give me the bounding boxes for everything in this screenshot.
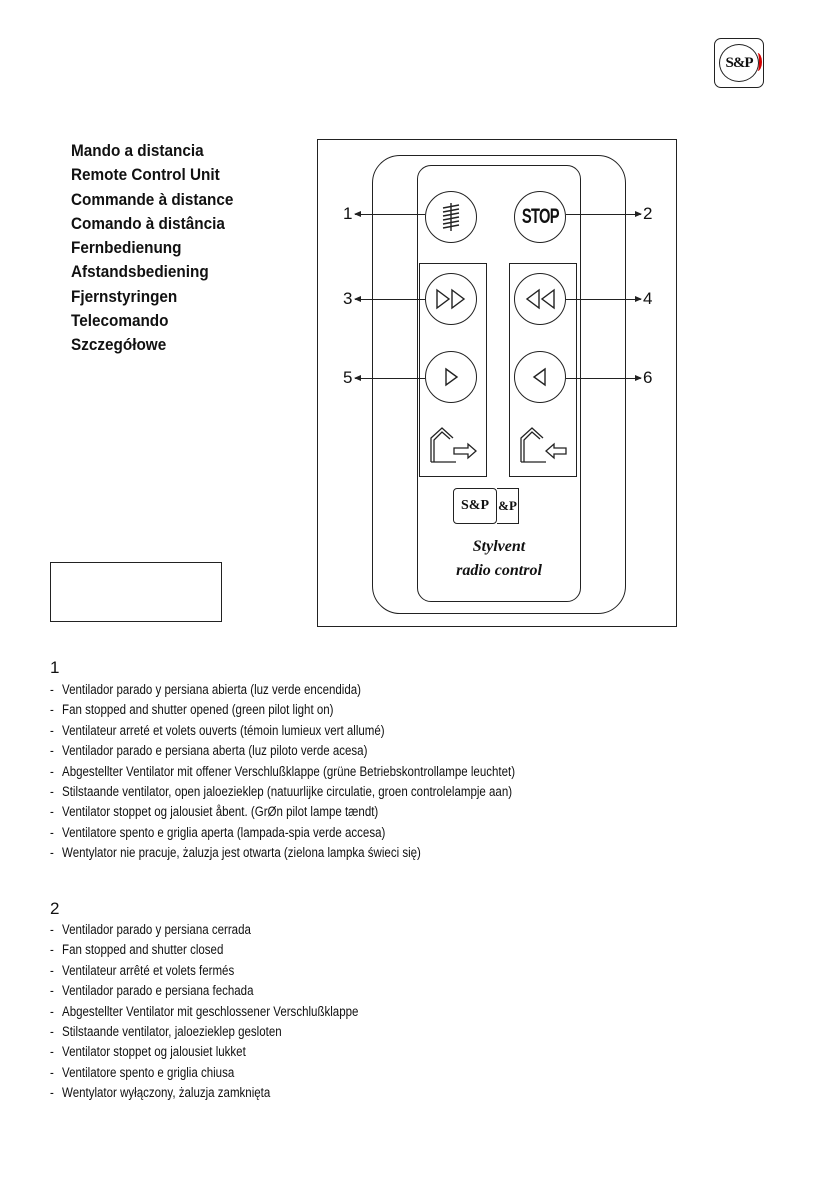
list-item: - Fan stopped and shutter opened (green pilot light on) <box>50 702 334 718</box>
list-item: - Ventilator stoppet og jalousiet åbent. (GrØn pilot lampe tændt) <box>50 804 379 820</box>
brand-logo-text: S&P <box>719 44 759 82</box>
title-de: Fernbedienung <box>71 238 182 258</box>
forward-button[interactable] <box>425 351 477 403</box>
title-nl: Afstandsbediening <box>71 262 209 282</box>
title-pt: Comando à distância <box>71 213 225 233</box>
list-item: - Wentylator nie pracuje, żaluzja jest otwarta (zielona lampka świeci się) <box>50 845 421 861</box>
back-button[interactable] <box>514 351 566 403</box>
list-item: - Stilstaande ventilator, open jaloezieklep (natuurlijke circulatie, groen controlelampje aan) <box>50 784 513 800</box>
callout-1: 1 <box>343 204 353 223</box>
title-fr: Commande à distance <box>71 189 234 209</box>
section-1-number: 1 <box>50 658 60 677</box>
callout-5: 5 <box>343 368 353 387</box>
house-extract-icon <box>428 424 480 464</box>
title-en: Remote Control Unit <box>71 165 220 185</box>
list-item: - Ventilatore spento e griglia chiusa <box>50 1064 235 1080</box>
product-name: Stylvent <box>472 538 526 555</box>
section-2-list <box>50 920 358 1104</box>
callout-4-line <box>566 299 641 300</box>
brand-logo <box>714 38 764 88</box>
double-left-arrow-icon <box>523 288 557 310</box>
empty-label-box <box>50 562 222 622</box>
title-es: Mando a distancia <box>71 141 204 160</box>
list-item: - Ventilateur arreté et volets ouverts (témoin lumieux vert allumé) <box>50 722 385 738</box>
title-pl: Szczegółowe <box>71 335 167 355</box>
title-da: Fjernstyringen <box>71 286 178 306</box>
section-2-number: 2 <box>50 899 60 918</box>
fast-forward-button[interactable] <box>425 273 477 325</box>
title-it: Telecomando <box>71 311 169 331</box>
list-item: - Fan stopped and shutter closed <box>50 942 224 958</box>
callout-1-line <box>355 214 425 215</box>
list-item: - Stilstaande ventilator, jaloezieklep gesloten <box>50 1024 282 1040</box>
list-item: - Abgestellter Ventilator mit offener Verschlußklappe (grüne Betriebskontrollampe leuchtet) <box>50 763 516 779</box>
callout-2-line <box>566 214 641 215</box>
list-item: - Abgestellter Ventilator mit geschlossener Verschlußklappe <box>50 1003 359 1019</box>
fast-rewind-button[interactable] <box>514 273 566 325</box>
fan-button[interactable] <box>425 191 477 243</box>
callout-6: 6 <box>643 368 653 387</box>
double-right-arrow-icon <box>434 288 468 310</box>
list-item: - Ventilador parado e persiana aberta (luz piloto verde acesa) <box>50 743 368 759</box>
remote-logo-left: S&P <box>453 488 497 524</box>
right-arrow-icon <box>441 366 461 388</box>
remote-logo <box>453 488 519 524</box>
list-item: - Ventilatore spento e griglia aperta (lampada-spia verde accesa) <box>50 824 386 840</box>
callout-6-line <box>566 378 641 379</box>
callout-2: 2 <box>643 204 653 223</box>
callout-4: 4 <box>643 289 653 308</box>
stop-button[interactable] <box>514 191 566 243</box>
list-item: - Ventilador parado y persiana cerrada <box>50 922 251 937</box>
section-1-list <box>50 680 515 864</box>
house-intake-icon <box>518 424 570 464</box>
left-arrow-icon <box>530 366 550 388</box>
product-subtitle: radio control <box>456 562 542 579</box>
vent-icon <box>434 200 468 234</box>
list-item: - Ventilator stoppet og jalousiet lukket <box>50 1044 246 1060</box>
callout-5-line <box>355 378 425 379</box>
list-item: - Ventilador parado e persiana fechada <box>50 983 254 999</box>
callout-3: 3 <box>343 289 353 308</box>
callout-3-line <box>355 299 425 300</box>
remote-logo-right: &P <box>497 488 519 524</box>
list-item: - Wentylator wyłączony, żaluzja zamknięta <box>50 1085 271 1101</box>
stop-label: STOP <box>521 205 559 228</box>
list-item: - Ventilateur arrêté et volets fermés <box>50 962 235 978</box>
title-list <box>71 139 233 358</box>
list-item: - Ventilador parado y persiana abierta (luz verde encendida) <box>50 682 362 697</box>
